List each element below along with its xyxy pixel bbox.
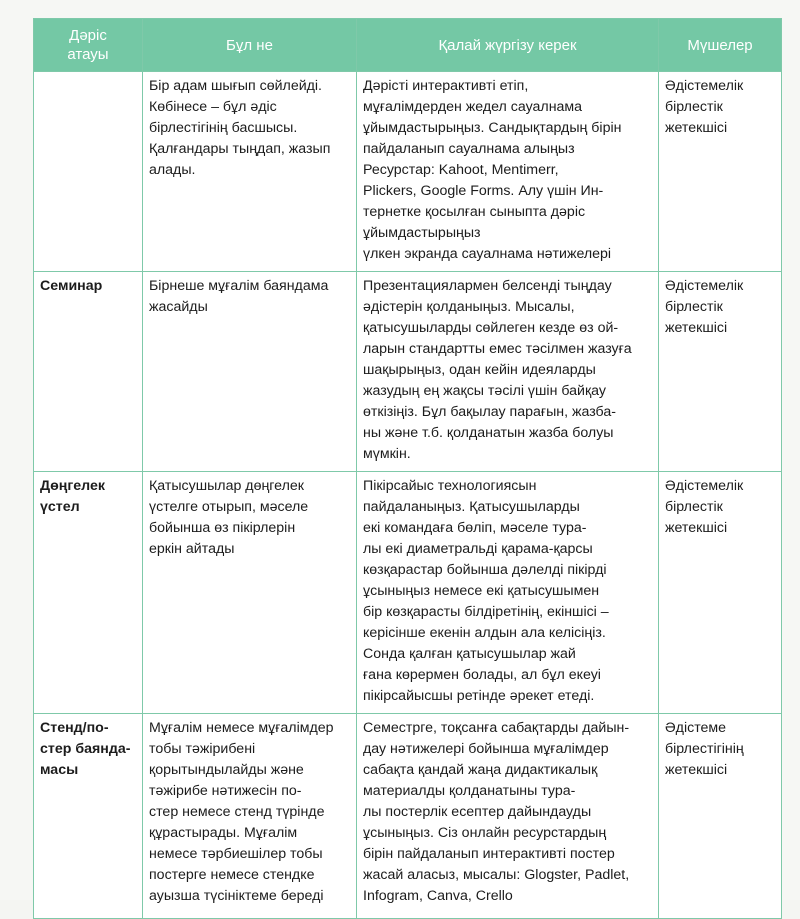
header-how-to: Қалай жүргізу керек (357, 19, 659, 72)
members-cell: Әдістемелік бірлестік жетекшісі (659, 272, 782, 472)
table-header-row (34, 19, 782, 72)
how-cell: Дәрісті интерактивті етіп, мұғалімдерден жедел сауалнама ұйымдастырыңыз. Сандықтардың бірін пайдаланып сауалнама алыңыз Ресурстар: Kahoot, Mentimerr, Plickers, Google Forms. Алу үшін Ин- тернетке қосылған сыныпта дәріс ұйымдастырыңыз үлкен экранда сауалнама нәтижелері (357, 72, 659, 272)
table-row (34, 472, 782, 714)
table-row (34, 714, 782, 919)
what-cell: Қатысушылар дөңгелек үстелге отырып, мәселе бойынша өз пікірлерін еркін айтады (143, 472, 357, 714)
what-cell: Мұғалім немесе мұғалімдер тобы тәжірибені қорытындылайды және тәжірибе нәтижесін по- стер немесе стенд түрінде құрастырады. Мұғалім немесе тәрбиешілер тобы постерге немесе стендке ауызша түсініктеме береді (143, 714, 357, 919)
table-row (34, 272, 782, 472)
table-row (34, 72, 782, 272)
header-lecture-name: Дәріс атауы (34, 19, 143, 72)
what-cell: Бір адам шығып сөйлейді. Көбінесе – бұл әдіс бірлестігінің басшысы. Қалғандары тыңдап, жазып алады. (143, 72, 357, 272)
lecture-name-cell (34, 72, 143, 272)
how-cell: Семестрге, тоқсанға сабақтарды дайын- дау нәтижелері бойынша мұғалімдер сабақта қандай жаңа дидактикалық материалды қолданатыны тура- лы постерлік есептер дайындауды ұсыныңыз. Сіз онлайн ресурстардың бірін пайдаланып интерактивті постер жасай аласыз, мысалы: Glogster, Padlet, Infogram, Canva, Crello (357, 714, 659, 919)
lecture-name-cell: Дөңгелек үстел (34, 472, 143, 714)
how-cell: Презентациялармен белсенді тыңдау әдістерін қолданыңыз. Мысалы, қатысушыларды сөйлеген кезде өз ой- ларын стандартты емес тәсілмен жазуға шақырыңыз, одан кейін идеяларды жазудың ең жақсы тәсілі үшін байқау өткізіңіз. Бұл бақылау парағын, жазба- ны және т.б. қолданатын жазба болуы мүмкін. (357, 272, 659, 472)
members-cell: Әдістемелік бірлестік жетекшісі (659, 472, 782, 714)
members-cell: Әдістемелік бірлестік жетекшісі (659, 72, 782, 272)
how-cell: Пікірсайыс технологиясын пайдаланыңыз. Қатысушыларды екі командаға бөліп, мәселе тура- лы екі диаметральді қарама-қарсы көзқарастар бойынша дәлелді пікірді ұсыныңыз немесе екі қатысушымен бір көзқарасты білдіретінің, екіншісі – керісінше екенін алдын ала келісіңіз. Сонда қалған қатысушылар жай ғана көрермен болады, ал бұл екеуі пікірсайысшы ретінде әрекет етеді. (357, 472, 659, 714)
members-cell: Әдістеме бірлестігінің жетекшісі (659, 714, 782, 919)
methods-table (33, 18, 782, 919)
lecture-name-cell: Стенд/по- стер баянда- масы (34, 714, 143, 919)
lecture-name-cell: Семинар (34, 272, 143, 472)
what-cell: Бірнеше мұғалім баяндама жасайды (143, 272, 357, 472)
header-members: Мүшелер (659, 19, 782, 72)
header-what-is: Бұл не (143, 19, 357, 72)
